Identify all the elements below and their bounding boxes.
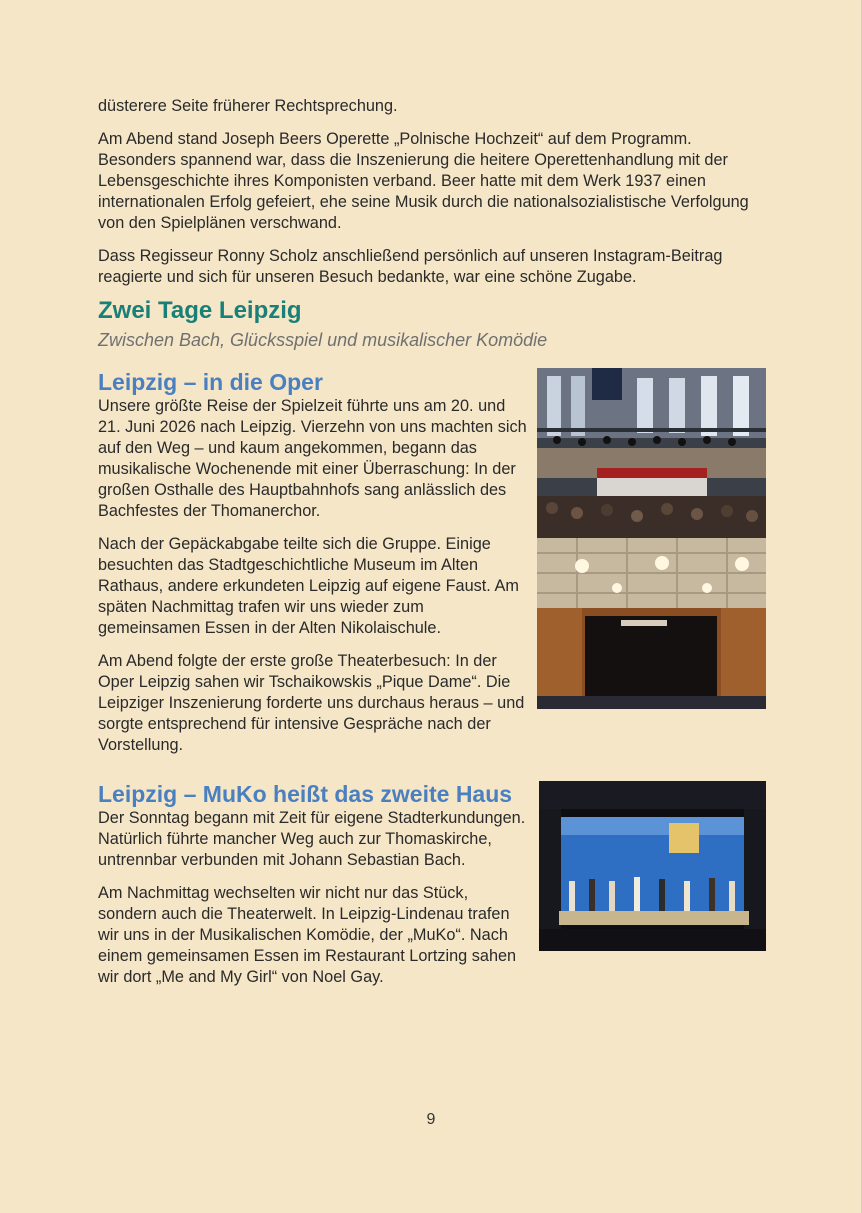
section-subtitle: Zwischen Bach, Glücksspiel und musikalischer Komödie [98, 330, 548, 350]
section-title: Zwei Tage Leipzig [98, 297, 302, 324]
paragraph-instagram: Dass Regisseur Ronny Scholz anschließend persönlich auf unseren Instagram-Beitrag reagierte und sich für unseren Besuch bedankte, war eine schöne Zugabe. [98, 247, 723, 286]
heading-muko: Leipzig – MuKo heißt das zweite Haus [98, 781, 513, 807]
content-column [98, 96, 766, 1000]
paragraph-continuation: düsterere Seite früherer Rechtsprechung. [98, 97, 398, 115]
oper-photo-column [537, 368, 766, 709]
opera-house-stage-photo [537, 538, 766, 709]
oper-paragraph-1: Unsere größte Reise der Spielzeit führte uns am 20. und 21. Juni 2026 nach Leipzig. Vierzehn von uns machten sich auf den Weg – und kaum angekommen, begann das musikalische Wochenende mit einer Überraschung: In der großen Osthalle des Hauptbahnhofs sang anlässlich des Bachfestes der Thomanerchor. [98, 397, 527, 520]
oper-paragraph-2: Nach der Gepäckabgabe teilte sich die Gruppe. Einige besuchten das Stadtgeschichtliche Museum im Alten Rathaus, andere erkundeten Leipzig auf eigene Faust. Am späten Nachmittag trafen wir uns wieder zum gemeinsamen Essen in der Alten Nikolaischule. [98, 535, 519, 637]
choir-hauptbahnhof-photo [537, 368, 766, 538]
page-number: 9 [426, 1111, 436, 1128]
heading-oper: Leipzig – in die Oper [98, 369, 323, 395]
paragraph-operette: Am Abend stand Joseph Beers Operette „Polnische Hochzeit“ auf dem Programm. Besonders spannend war, dass die Inszenierung die heitere Operettenhandlung mit der Lebensgeschichte ihres Komponisten verband. Beer hatte mit dem Werk 1937 einen internationalen Erfolg gefeiert, ehe seine Musik durch die nationalsozialistische Verfolgung von den Spielplänen verschwand. [98, 130, 749, 232]
muko-paragraph-1: Der Sonntag begann mit Zeit für eigene Stadterkundungen. Natürlich führte mancher Weg auch zur Thomaskirche, untrennbar verbunden mit Johann Sebastian Bach. [98, 809, 526, 869]
oper-paragraph-3: Am Abend folgte der erste große Theaterbesuch: In der Oper Leipzig sahen wir Tschaikowskis „Pique Dame“. Die Leipziger Inszenierung forderte uns durchaus heraus – und sorgte entsprechend für intensive Gespräche nach der Vorstellung. [98, 652, 525, 754]
muko-paragraph-2: Am Nachmittag wechselten wir nicht nur das Stück, sondern auch die Theaterwelt. In Leipzig-Lindenau trafen wir uns in der Musikalischen Komödie, der „MuKo“. Nach einem gemeinsamen Essen im Restaurant Lortzing sahen wir dort „Me and My Girl“ von Noel Gay. [98, 884, 517, 986]
muko-stage-photo [539, 781, 766, 951]
muko-photo-column [539, 781, 766, 951]
